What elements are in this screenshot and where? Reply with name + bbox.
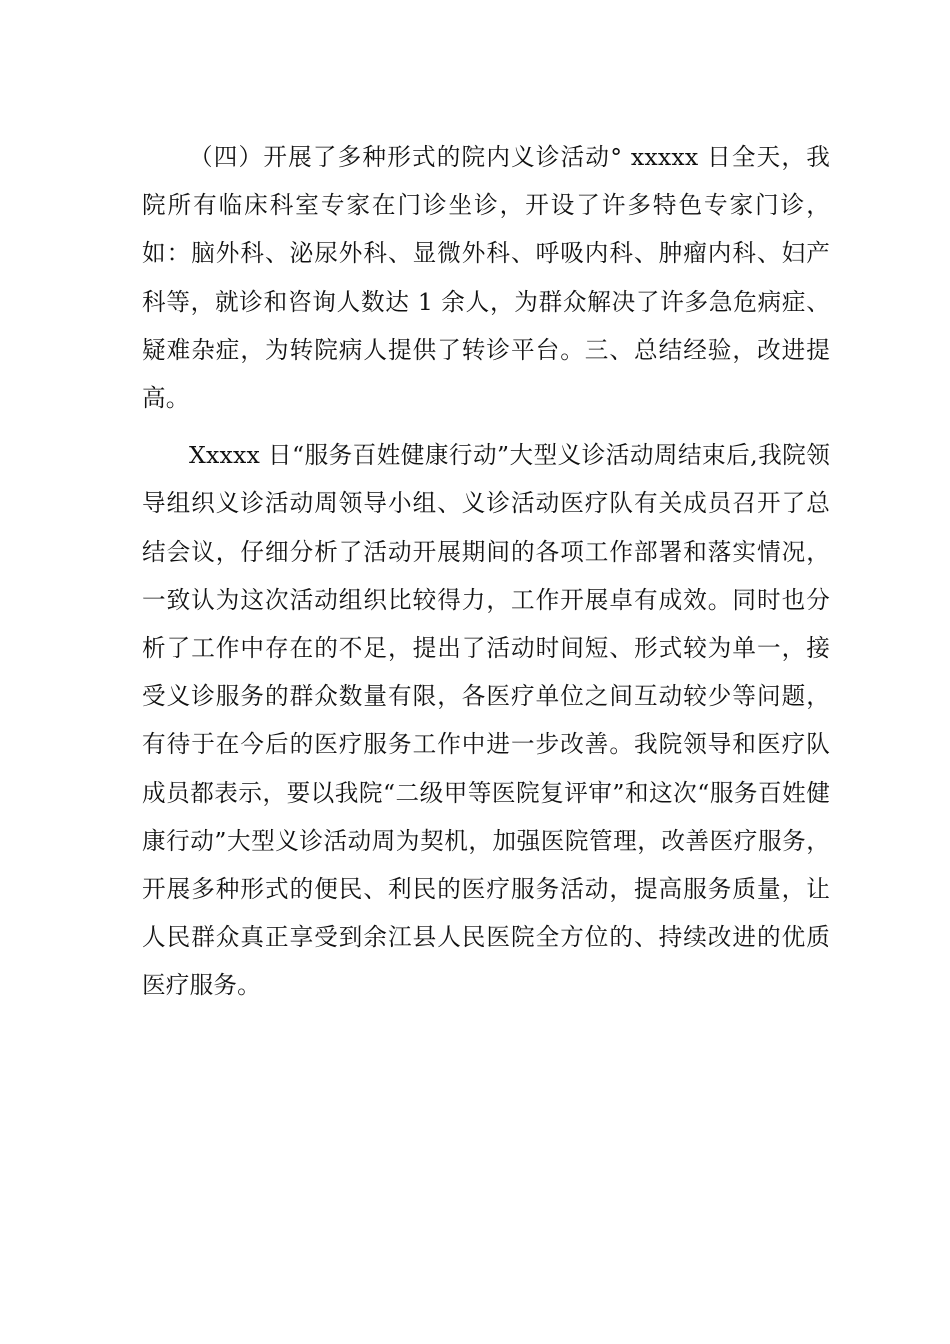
paragraph-summary-meeting: Xxxxx 日“服务百姓健康行动”大型义诊活动周结束后,我院领导组织义诊活动周领导小组、义诊活动医疗队有关成员召开了总结会议，仔细分析了活动开展期间的各项工作部署和落实情况，一致认为这次活动组织比较得力，工作开展卓有成效。同时也分析了工作中存在的不足，提出了活动时间短、形式较为单一，接受义诊服务的群众数量有限，各医疗单位之间互动较少等问题，有待于在今后的医疗服务工作中进一步改善。我院领导和医疗队成员都表示，要以我院“二级甲等医院复评审”和这次“服务百姓健康行动”大型义诊活动周为契机，加强医院管理，改善医疗服务，开展多种形式的便民、利民的医疗服务活动，提高服务质量，让人民群众真正享受到余江县人民医院全方位的、持续改进的优质医疗服务。 [142, 441, 830, 1000]
document-body [142, 133, 830, 1010]
paragraph-free-clinic-activities: （四）开展了多种形式的院内义诊活动° xxxxx 日全天，我院所有临床科室专家在门诊坐诊，开设了许多特色专家门诊，如：脑外科、泌尿外科、显微外科、呼吸内科、肿瘤内科、妇产科等，就诊和咨询人数达 1 余人，为群众解决了许多急危病症、疑难杂症，为转院病人提供了转诊平台。三、总结经验，改进提高。 [142, 143, 830, 413]
